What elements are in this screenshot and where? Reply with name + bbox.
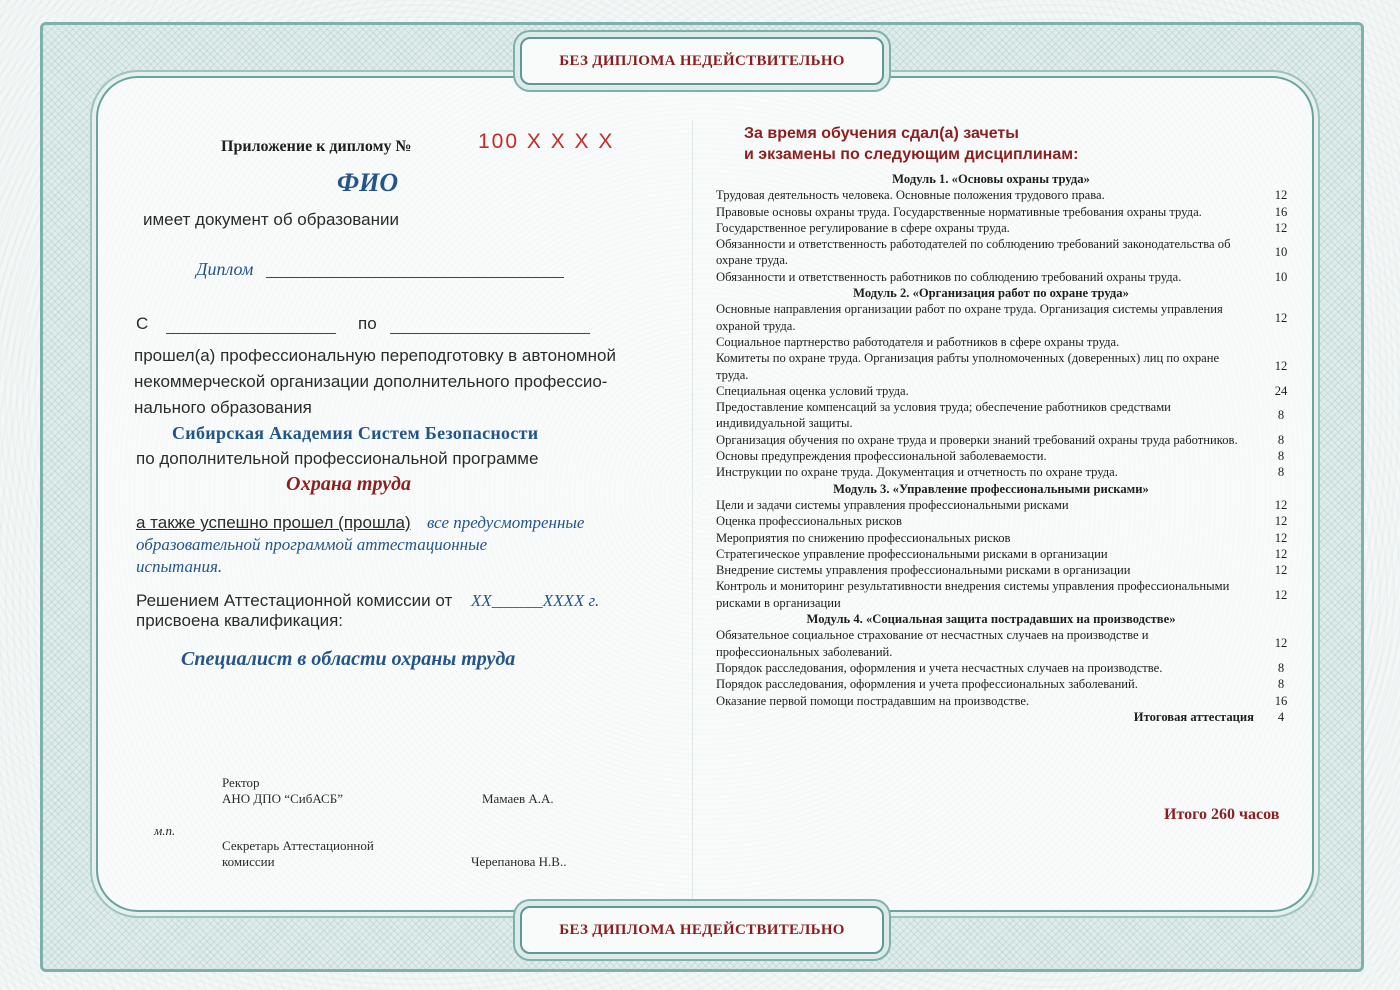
- table-row: [716, 236, 1296, 269]
- table-row: [716, 497, 1296, 513]
- discipline-hours: 12: [1274, 188, 1288, 203]
- module-title: Модуль 3. «Управление профессиональными рисками»: [833, 481, 1149, 496]
- table-row: [716, 350, 1296, 383]
- discipline-hours: 12: [1274, 359, 1288, 374]
- student-name: ФИО: [337, 168, 399, 197]
- table-row: [716, 676, 1296, 692]
- discipline-hours: 10: [1274, 269, 1288, 284]
- decision-label: Решением Аттестационной комиссии от: [136, 591, 453, 610]
- discipline-hours: 12: [1274, 530, 1288, 545]
- discipline-name: Обязанности и ответственность работников по соблюдению требований охраны труда.: [716, 269, 1182, 284]
- body-line-1: прошел(а) профессиональную переподготовку в автономной: [134, 346, 616, 365]
- discipline-hours: 8: [1277, 408, 1285, 423]
- discipline-name: Стратегическое управление профессиональными рисками в организации: [716, 546, 1108, 561]
- passed-prefix: а также успешно прошел (прошла): [136, 513, 411, 532]
- discipline-name: Предоставление компенсаций за условия труда; обеспечение работников средствами индивидуальной защиты.: [716, 400, 1171, 431]
- appendix-label: Приложение к диплому №: [221, 138, 412, 155]
- passed-suffix-1: все предусмотренные: [427, 513, 585, 532]
- program-line: по дополнительной профессиональной программе: [136, 449, 539, 468]
- program-name: Охрана труда: [286, 473, 411, 495]
- diploma-number: 100 X X X X: [478, 130, 615, 153]
- table-row: [716, 269, 1296, 285]
- discipline-name: Организация обучения по охране труда и проверки знаний требований охраны труда работников.: [716, 432, 1238, 447]
- passed-suffix-3: испытания.: [136, 557, 223, 576]
- page-fold-divider: [692, 120, 693, 900]
- discipline-name: Трудовая деятельность человека. Основные положения трудового права.: [716, 188, 1105, 203]
- total-hours: Итого 260 часов: [1164, 806, 1280, 823]
- table-row: [716, 301, 1296, 334]
- discipline-name: Порядок расследования, оформления и учета профессиональных заболеваний.: [716, 677, 1138, 692]
- discipline-name: Обязанности и ответственность работодателей по соблюдению требований законодательства об охране труда.: [716, 237, 1231, 268]
- disciplines-heading-2: и экзамены по следующим дисциплинам:: [744, 146, 1079, 163]
- stamp-place: м.п.: [154, 823, 176, 838]
- discipline-name: Порядок расследования, оформления и учета несчастных случаев на производстве.: [716, 660, 1163, 675]
- secretary-title-1: Секретарь Аттестационной: [222, 838, 374, 853]
- table-row: [716, 546, 1296, 562]
- discipline-name: Обязательное социальное страхование от несчастных случаев на производстве и профессиональных заболеваний.: [716, 628, 1149, 659]
- discipline-name: Контроль и мониторинг результативности внедрения системы управления профессиональными рисками в организации: [716, 579, 1230, 610]
- discipline-hours: 8: [1277, 449, 1285, 464]
- to-label: по: [358, 314, 377, 333]
- diploma-label: Диплом: [196, 259, 254, 279]
- discipline-hours: 8: [1277, 660, 1285, 675]
- discipline-hours: 8: [1277, 677, 1285, 692]
- discipline-hours: 12: [1274, 220, 1288, 235]
- rector-name: Мамаев А.А.: [482, 791, 554, 806]
- body-line-3: нального образования: [134, 398, 312, 417]
- discipline-name: Комитеты по охране труда. Организация рабты уполномоченных (доверенных) лиц по охране труда.: [716, 351, 1220, 382]
- body-line-2: некоммерческой организации дополнительного профессио-: [134, 372, 608, 391]
- has-document-text: имеет документ об образовании: [143, 210, 399, 229]
- discipline-name: Основные направления организации работ по охране труда. Организация системы управления охраной труда.: [716, 302, 1223, 333]
- rector-title: Ректор: [222, 775, 260, 790]
- table-row: [716, 399, 1296, 432]
- discipline-name: Социальное партнерство работодателя и работников в сфере охраны труда.: [716, 334, 1120, 349]
- discipline-name: Внедрение системы управления профессиональными рисками в организации: [716, 563, 1131, 578]
- organization-name: Сибирская Академия Систем Безопасности: [172, 423, 539, 443]
- rector-org: АНО ДПО “СибАСБ”: [222, 791, 343, 806]
- final-attestation-label: Итоговая аттестация: [1133, 709, 1254, 724]
- secretary-name: Черепанова Н.В..: [471, 854, 567, 869]
- bottom-banner: БЕЗ ДИПЛОМА НЕДЕЙСТВИТЕЛЬНО: [520, 906, 884, 954]
- discipline-hours: 24: [1274, 383, 1288, 398]
- discipline-hours: 16: [1274, 693, 1288, 708]
- from-label: С: [136, 314, 149, 333]
- table-row: [716, 432, 1296, 448]
- discipline-name: Цели и задачи системы управления профессиональными рисками: [716, 497, 1069, 512]
- table-row: [716, 383, 1296, 399]
- table-row: [716, 693, 1296, 709]
- discipline-name: Оценка профессиональных рисков: [716, 514, 902, 529]
- disciplines-heading-1: За время обучения сдал(а) зачеты: [744, 125, 1019, 142]
- discipline-hours: 16: [1274, 204, 1288, 219]
- table-row: [716, 334, 1296, 350]
- table-row: [716, 513, 1296, 529]
- discipline-hours: 10: [1274, 245, 1288, 260]
- decision-date: XX______XXXX г.: [471, 591, 600, 610]
- discipline-hours: 12: [1274, 636, 1288, 651]
- table-row: [716, 530, 1296, 546]
- table-row: [716, 578, 1296, 611]
- secretary-title-2: комиссии: [222, 854, 275, 869]
- module-title: Модуль 2. «Организация работ по охране труда»: [853, 286, 1129, 301]
- discipline-hours: 12: [1274, 587, 1288, 602]
- discipline-name: Оказание первой помощи пострадавшим на производстве.: [716, 693, 1030, 708]
- qualification: Специалист в области охраны труда: [181, 648, 516, 670]
- discipline-hours: 8: [1277, 465, 1285, 480]
- assigned-label: присвоена квалификация:: [136, 611, 344, 630]
- discipline-name: Основы предупреждения профессиональной заболеваемости.: [716, 449, 1047, 464]
- discipline-hours: 12: [1274, 514, 1288, 529]
- to-date-line: [390, 333, 590, 334]
- top-banner: БЕЗ ДИПЛОМА НЕДЕЙСТВИТЕЛЬНО: [520, 37, 884, 85]
- final-attestation-hours: 4: [1277, 709, 1285, 724]
- discipline-name: Мероприятия по снижению профессиональных рисков: [716, 530, 1011, 545]
- table-row: [716, 204, 1296, 220]
- table-row: [716, 627, 1296, 660]
- passed-suffix-2: образовательной программой аттестационные: [136, 535, 488, 554]
- discipline-name: Инструкции по охране труда. Документация и отчетность по охране труда.: [716, 465, 1118, 480]
- table-row: [716, 187, 1296, 203]
- discipline-name: Государственное регулирование в сфере охраны труда.: [716, 220, 1010, 235]
- discipline-name: Специальная оценка условий труда.: [716, 383, 909, 398]
- diploma-field-line: [266, 277, 564, 278]
- table-row: [716, 464, 1296, 480]
- table-row: [716, 660, 1296, 676]
- discipline-hours: 12: [1274, 563, 1288, 578]
- discipline-hours: 12: [1274, 546, 1288, 561]
- discipline-hours: 12: [1274, 497, 1288, 512]
- discipline-name: Правовые основы охраны труда. Государственные нормативные требования охраны труда.: [716, 204, 1202, 219]
- disciplines-table: [716, 171, 1296, 725]
- table-row: [716, 448, 1296, 464]
- table-row: [716, 220, 1296, 236]
- table-row: [716, 562, 1296, 578]
- discipline-hours: 8: [1277, 432, 1285, 447]
- from-date-line: [166, 333, 336, 334]
- module-title: Модуль 1. «Основы охраны труда»: [892, 172, 1090, 186]
- final-attestation-row: [716, 709, 1296, 725]
- discipline-hours: 12: [1274, 310, 1288, 325]
- module-title: Модуль 4. «Социальная защита пострадавших на производстве»: [806, 612, 1176, 627]
